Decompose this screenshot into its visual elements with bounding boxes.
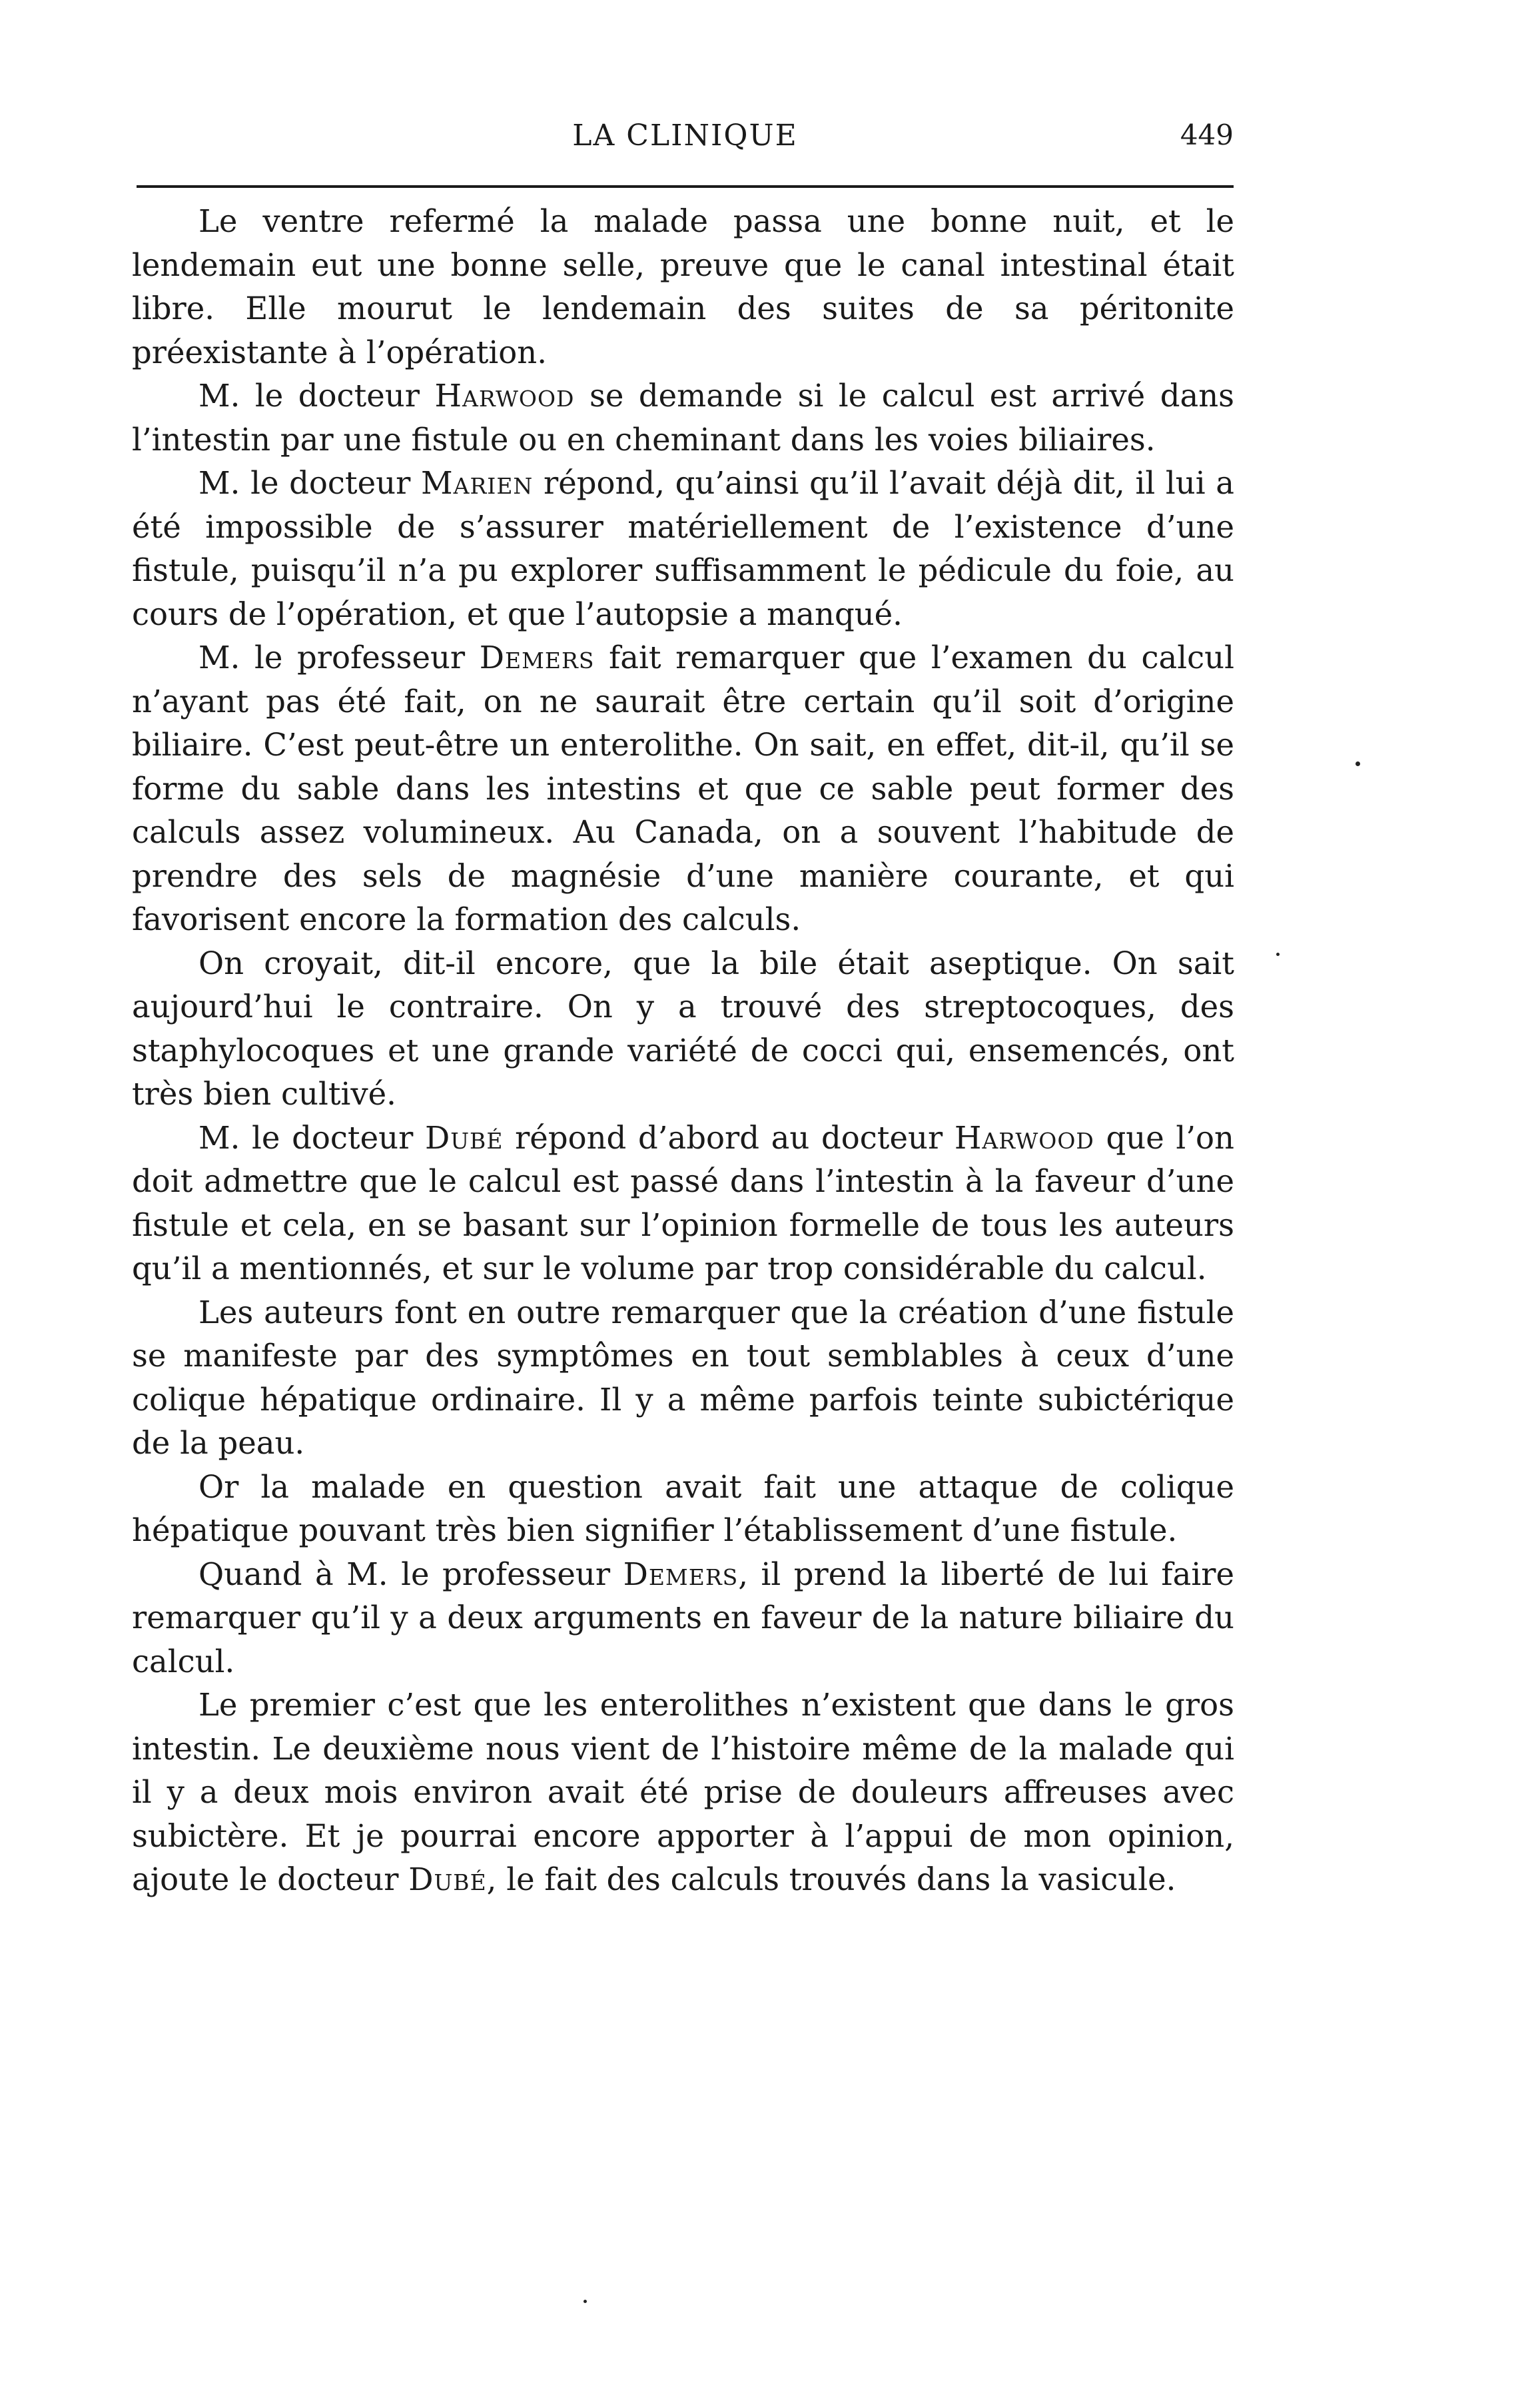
paragraph [132,1117,1234,1291]
person-name: Demers [623,1556,739,1592]
paragraph [132,1553,1234,1684]
paragraph [132,200,1234,374]
text-run: On croyait, dit-il encore, que la bile était aseptique. On sait aujourd’hui le contraire. On y a trouvé des streptocoques, des staphylocoques et une grande variété de cocci qui, ensemencés, ont très bien cultivé. [132,945,1234,1112]
text-run: M. le docteur [198,465,421,501]
person-name: Harwood [954,1119,1094,1156]
print-speck [1276,953,1280,956]
text-run: M. le professeur [198,640,480,676]
print-speck [583,2300,587,2303]
text-run: Quand à M. le professeur [198,1556,623,1592]
text-run: que l’on doit admettre que le calcul est passé dans l’intestin à la faveur d’une fistule et cela, en se basant sur l’opinion formelle de tous les auteurs qu’il a mentionnés, et sur le volume par trop considérable du calcul. [132,1119,1235,1286]
paragraph [132,374,1234,462]
text-run: répond, qu’ainsi qu’il l’avait déjà dit, il lui a été impossible de s’assurer matériellement de l’existence d’une fistule, puisqu’il n’a pu explorer suffisamment le pédicule du foie, au cours de l’opération, et que l’autopsie a manqué. [132,465,1234,632]
text-run: se demande si le calcul est arrivé dans l’intestin par une fistule ou en cheminant dans les voies biliaires. [132,378,1235,458]
text-run: Le ventre refermé la malade passa une bonne nuit, et le lendemain eut une bonne selle, preuve que le canal intestinal était libre. Elle mourut le lendemain des suites de sa péritonite préexistante à l’opération. [132,203,1234,370]
text-run: , il prend la liberté de lui faire remarquer qu’il y a deux arguments en faveur de la nature biliaire du calcul. [132,1556,1234,1679]
text-run: Le premier c’est que les enterolithes n’existent que dans le gros intestin. Le deuxième nous vient de l’histoire même de la malade qui il y a deux mois environ avait été prise de douleurs affreuses avec subictère. Et je pourrai encore apporter à l’appui de mon opinion, ajoute le docteur [132,1687,1234,1897]
paragraph [132,462,1234,636]
paragraph [132,1466,1234,1553]
person-name: Dubé [424,1119,504,1156]
running-title: LA CLINIQUE [572,119,798,153]
person-name: Demers [479,640,595,676]
text-run: fait remarquer que l’examen du calcul n’ayant pas été fait, on ne saurait être certain qu’il soit d’origine biliaire. C’est peut-être un enterolithe. On sait, en effet, dit-il, qu’il se forme du sable dans les intestins et que ce sable peut former des calculs assez volumineux. Au Canada, on a souvent l’habitude de prendre des sels de magnésie d’une manière courante, et qui favorisent encore la formation des calculs. [132,640,1234,937]
text-run: Or la malade en question avait fait une attaque de colique hépatique pouvant très bien signifier l’établissement d’une fistule. [132,1468,1234,1548]
paragraph [132,636,1234,942]
header-rule [137,185,1234,188]
text-run: Les auteurs font en outre remarquer que la création d’une fistule se manifeste par des symptômes en tout semblables à ceux d’une colique hépatique ordinaire. Il y a même parfois teinte subictérique de la peau. [132,1294,1234,1461]
text-run: , le fait des calculs trouvés dans la vasicule. [486,1861,1176,1897]
person-name: Marien [421,465,534,501]
text-run: M. le docteur [198,1119,425,1156]
page-number: 449 [1180,119,1234,151]
person-name: Dubé [408,1861,487,1897]
body-text [132,200,1234,1902]
paragraph [132,942,1234,1117]
page-header [137,113,1234,173]
paragraph [132,1291,1234,1466]
text-run: M. le docteur [198,378,435,414]
text-run: répond d’abord au docteur [503,1119,955,1156]
person-name: Harwood [434,378,575,414]
print-speck [1355,761,1360,766]
paragraph [132,1683,1234,1902]
